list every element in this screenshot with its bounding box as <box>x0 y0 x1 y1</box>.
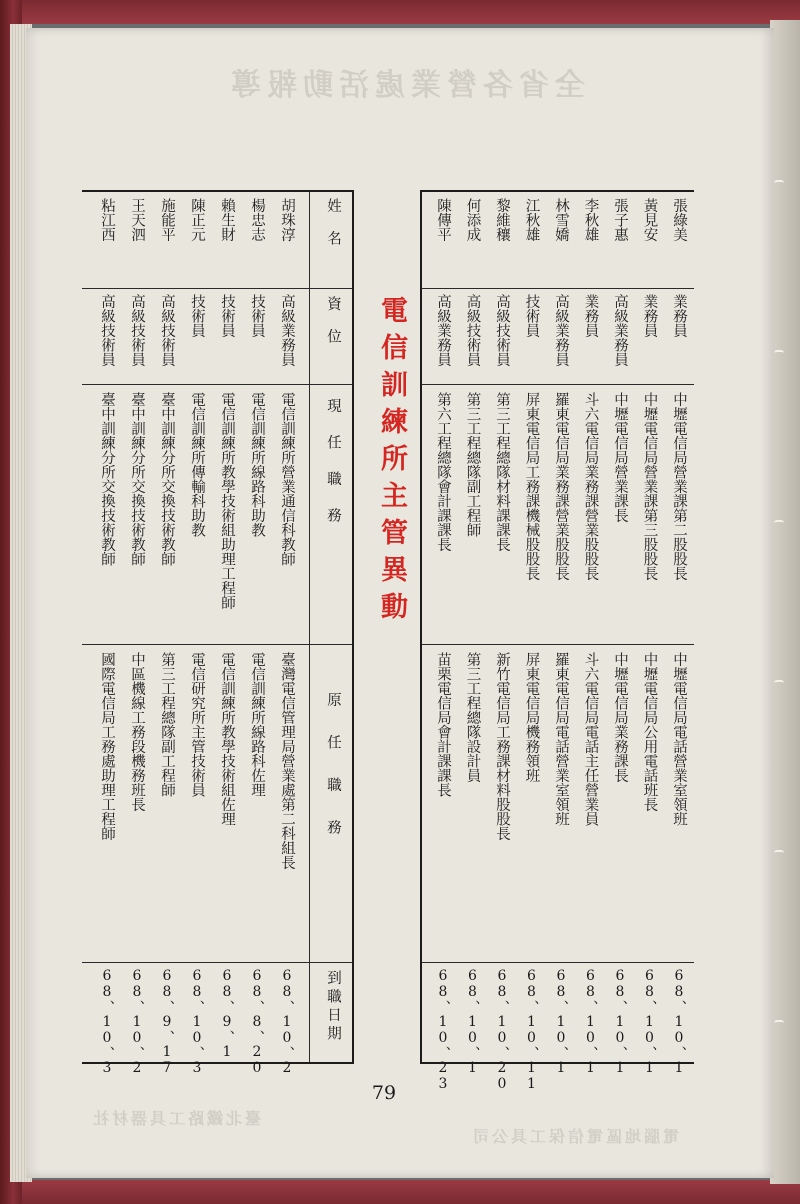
row-current-position: 臺中訓練分所交換技術教師 <box>99 392 115 566</box>
row-name: 王天泗 <box>129 198 145 242</box>
personnel-table-left <box>82 190 354 1076</box>
row-report-date: 68、10、2 <box>129 968 145 1076</box>
book-cover-bottom <box>0 1180 800 1204</box>
header-grade: 資位 <box>325 296 341 361</box>
row-name: 楊忠志 <box>249 198 265 242</box>
row-report-date: 68、10、1 <box>464 968 481 1076</box>
row-grade: 業務員 <box>641 294 658 338</box>
row-report-date: 68、9、17 <box>159 968 175 1076</box>
row-grade: 高級技術員 <box>159 294 175 367</box>
row-current-position: 第三工程總隊材料課課長 <box>494 392 510 552</box>
header-current-position: 現任職務 <box>325 398 341 544</box>
bleed-through-footer-right: 電腦地區電信保工具公司 <box>470 1127 680 1146</box>
row-current-position: 屏東電信局工務課機械股股長 <box>523 392 540 581</box>
row-name: 張子惠 <box>612 198 628 242</box>
row-grade: 技術員 <box>219 294 235 338</box>
row-current-position: 電信訓練所營業通信科教師 <box>279 392 295 566</box>
row-grade: 業務員 <box>671 294 687 338</box>
header-name: 姓名 <box>325 198 341 263</box>
book-cover-top <box>0 0 800 24</box>
row-name: 粘江西 <box>99 198 115 242</box>
row-grade: 高級業務員 <box>612 294 628 367</box>
header-original-position: 原任職務 <box>325 692 341 862</box>
binding-stitch <box>774 1020 784 1028</box>
row-original-position: 臺灣電信管理局營業處第二科組長 <box>279 652 295 870</box>
row-original-position: 中區機線工務段機務班長 <box>129 652 145 812</box>
header-report-date: 到職日期 <box>325 970 341 1044</box>
row-current-position: 電信訓練所線路科助教 <box>249 392 265 537</box>
row-original-position: 屏東電信局機務領班 <box>523 652 540 783</box>
row-grade: 高級業務員 <box>279 294 295 367</box>
row-original-position: 電信訓練所線路科佐理 <box>249 652 265 797</box>
row-grade: 技術員 <box>189 294 205 338</box>
row-report-date: 68、10、20 <box>494 968 510 1092</box>
row-name: 江秋雄 <box>523 198 540 242</box>
row-grade: 高級業務員 <box>553 294 569 367</box>
row-report-date: 68、10、1 <box>612 968 628 1076</box>
row-name: 陳傳平 <box>435 198 451 242</box>
row-original-position: 斗六電信局電話主任營業員 <box>582 652 599 826</box>
row-grade: 高級業務員 <box>435 294 451 367</box>
binding-stitch <box>774 350 784 358</box>
row-current-position: 臺中訓練分所交換技術教師 <box>129 392 145 566</box>
row-current-position: 中壢電信局營業課長 <box>612 392 628 523</box>
row-name: 陳正元 <box>189 198 205 242</box>
row-name: 施能平 <box>159 198 175 242</box>
row-report-date: 68、10、2 <box>279 968 295 1076</box>
row-report-date: 68、10、3 <box>189 968 205 1076</box>
row-original-position: 苗栗電信局會計課課長 <box>435 652 451 797</box>
row-report-date: 68、10、11 <box>523 968 540 1092</box>
row-grade: 高級技術員 <box>129 294 145 367</box>
row-name: 何添成 <box>464 198 481 242</box>
row-report-date: 68、8、20 <box>249 968 265 1076</box>
row-report-date: 68、10、1 <box>582 968 599 1076</box>
row-current-position: 電信訓練所傳輸科助教 <box>189 392 205 537</box>
row-grade: 技術員 <box>523 294 540 338</box>
row-current-position: 電信訓練所教學技術組助理工程師 <box>219 392 235 610</box>
row-grade: 高級技術員 <box>464 294 481 367</box>
personnel-table-right <box>420 190 694 1092</box>
row-name: 李秋雄 <box>582 198 599 242</box>
row-current-position: 中壢電信局營業課第三股股長 <box>641 392 658 581</box>
row-current-position: 第六工程總隊會計課課長 <box>435 392 451 552</box>
row-current-position: 羅東電信局業務課營業股股長 <box>553 392 569 581</box>
row-grade: 高級技術員 <box>99 294 115 367</box>
row-original-position: 國際電信局工務處助理工程師 <box>99 652 115 841</box>
bleed-through-footer-left: 臺北鐵路工具器材社 <box>90 1109 262 1128</box>
row-original-position: 電信訓練所教學技術組佐理 <box>219 652 235 826</box>
row-original-position: 中壢電信局業務課長 <box>612 652 628 783</box>
row-grade: 技術員 <box>249 294 265 338</box>
binding-stitch <box>774 850 784 858</box>
row-report-date: 68、10、23 <box>435 968 451 1092</box>
row-name: 黎維穰 <box>494 198 510 242</box>
row-original-position: 羅東電信局電話營業室領班 <box>553 652 569 826</box>
row-original-position: 新竹電信局工務課材料股股長 <box>494 652 510 841</box>
row-original-position: 中壢電信局電話營業室領班 <box>671 652 687 826</box>
row-report-date: 68、10、1 <box>641 968 658 1076</box>
page-title: 電信訓練所主管異動 <box>376 296 407 629</box>
row-name: 張綠美 <box>671 198 687 242</box>
row-original-position: 電信研究所主管技術員 <box>189 652 205 797</box>
header-divider <box>309 192 310 1062</box>
binding-stitch <box>774 680 784 688</box>
binding-stitch <box>774 180 784 188</box>
row-report-date: 68、10、1 <box>553 968 569 1076</box>
row-current-position: 中壢電信局營業課第二股股長 <box>671 392 687 581</box>
row-grade: 業務員 <box>582 294 599 338</box>
row-original-position: 第三工程總隊設計員 <box>464 652 481 783</box>
row-name: 胡珠淳 <box>279 198 295 242</box>
row-name: 賴生財 <box>219 198 235 242</box>
row-report-date: 68、10、3 <box>99 968 115 1076</box>
bleed-through-heading: 全省各營業處活動報導 <box>225 68 585 103</box>
row-current-position: 第三工程總隊副工程師 <box>464 392 481 537</box>
row-report-date: 68、10、1 <box>671 968 687 1076</box>
row-name: 黃見安 <box>641 198 658 242</box>
page-number: 79 <box>371 1082 397 1104</box>
binding-stitch <box>774 520 784 528</box>
row-original-position: 第三工程總隊副工程師 <box>159 652 175 797</box>
row-current-position: 臺中訓練分所交換技術教師 <box>159 392 175 566</box>
row-grade: 高級技術員 <box>494 294 510 367</box>
row-original-position: 中壢電信局公用電話班長 <box>641 652 658 812</box>
row-name: 林雪嬌 <box>553 198 569 242</box>
binding-edge <box>770 20 800 1184</box>
row-current-position: 斗六電信局業務課營業股股長 <box>582 392 599 581</box>
row-report-date: 68、9、1 <box>219 968 235 1060</box>
